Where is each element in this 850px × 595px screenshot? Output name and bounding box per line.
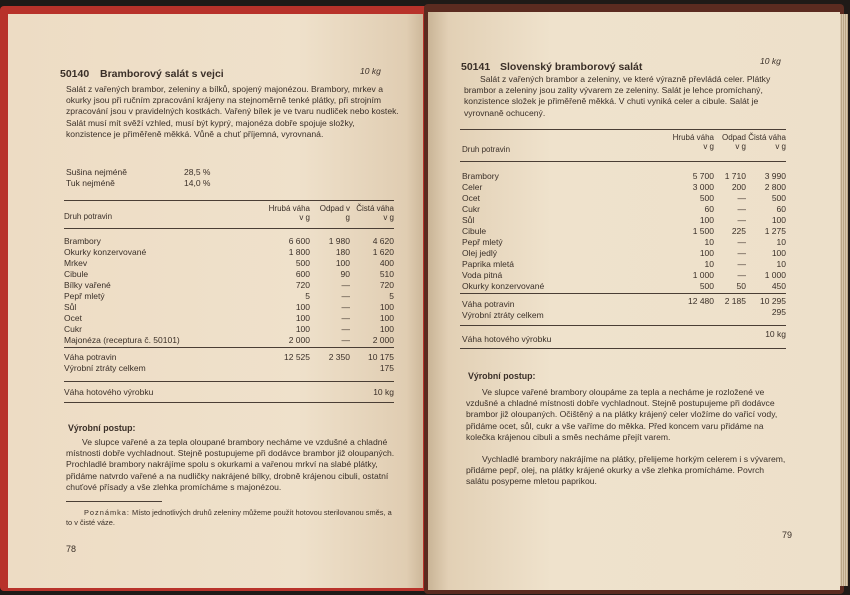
ingredient-waste: — xyxy=(341,291,350,301)
ingredient-waste: 180 xyxy=(335,247,350,257)
final-label: Váha hotového výrobku xyxy=(64,387,154,397)
ingredient-net: 100 xyxy=(771,248,786,258)
ingredient-name: Cibule xyxy=(462,226,487,236)
total-gross: 12 480 xyxy=(688,296,714,306)
recipe-number: 50141 xyxy=(461,61,491,73)
final-net: 10 kg xyxy=(765,329,786,339)
spec-value: 14,0 % xyxy=(184,178,211,188)
ingredient-net: 5 xyxy=(389,291,394,301)
total-net: 10 175 xyxy=(368,352,394,362)
left-page xyxy=(8,14,423,588)
ingredient-waste: 50 xyxy=(736,281,746,291)
table-rule xyxy=(64,228,394,229)
ingredient-gross: 720 xyxy=(295,280,310,290)
ingredient-net: 10 xyxy=(776,259,786,269)
procedure-title: Výrobní postup: xyxy=(468,371,536,381)
ingredient-name: Olej jedlý xyxy=(462,248,497,258)
ingredient-net: 4 620 xyxy=(372,236,394,246)
total-net: 10 295 xyxy=(760,296,786,306)
col-header-net: Čistá váha v g xyxy=(748,133,786,151)
table-rule xyxy=(460,129,786,130)
col-header-gross: Hrubá váha v g xyxy=(672,133,714,151)
ingredient-gross: 100 xyxy=(295,324,310,334)
ingredient-waste: — xyxy=(737,259,746,269)
recipe-quantity: 10 kg xyxy=(360,66,381,76)
total-label: Váha potravin xyxy=(64,352,117,362)
loss-net: 295 xyxy=(771,307,786,317)
page-number: 78 xyxy=(66,544,77,554)
table-rule xyxy=(64,381,394,382)
ingredient-name: Celer xyxy=(462,182,483,192)
ingredient-waste: 90 xyxy=(340,269,350,279)
ingredient-gross: 1 800 xyxy=(288,247,310,257)
ingredient-net: 1 620 xyxy=(372,247,394,257)
ingredient-net: 100 xyxy=(379,324,394,334)
ingredient-gross: 60 xyxy=(704,204,714,214)
ingredient-gross: 1 500 xyxy=(692,226,714,236)
ingredient-net: 500 xyxy=(771,193,786,203)
ingredient-gross: 500 xyxy=(699,193,714,203)
ingredient-net: 2 800 xyxy=(764,182,786,192)
ingredient-gross: 100 xyxy=(295,313,310,323)
ingredient-net: 1 275 xyxy=(764,226,786,236)
ingredient-gross: 2 000 xyxy=(288,335,310,345)
spec-label: Sušina nejméně xyxy=(66,167,127,177)
ingredient-waste: 100 xyxy=(335,258,350,268)
col-header-waste: Odpad v g xyxy=(721,133,746,151)
final-net: 10 kg xyxy=(373,387,394,397)
ingredient-waste: 200 xyxy=(731,182,746,192)
ingredient-net: 1 000 xyxy=(764,270,786,280)
note-text: Místo jednotlivých druhů zeleniny můžeme použít hotovou sterilovanou směs, a to v čisté váze. xyxy=(66,508,392,527)
ingredient-net: 60 xyxy=(776,204,786,214)
ingredient-waste: — xyxy=(737,248,746,258)
ingredient-gross: 10 xyxy=(704,237,714,247)
ingredient-name: Bílky vařené xyxy=(64,280,111,290)
loss-label: Výrobní ztráty celkem xyxy=(462,310,544,320)
ingredient-waste: — xyxy=(737,237,746,247)
ingredient-waste: — xyxy=(737,193,746,203)
ingredient-name: Brambory xyxy=(64,236,101,246)
ingredient-net: 450 xyxy=(771,281,786,291)
ingredient-net: 10 xyxy=(776,237,786,247)
procedure-title: Výrobní postup: xyxy=(68,423,136,433)
ingredient-name: Voda pitná xyxy=(462,270,503,280)
ingredient-net: 720 xyxy=(379,280,394,290)
ingredient-name: Pepř mletý xyxy=(64,291,105,301)
ingredient-name: Sůl xyxy=(64,302,77,312)
ingredient-name: Cukr xyxy=(64,324,82,334)
ingredient-gross: 100 xyxy=(699,248,714,258)
ingredient-gross: 100 xyxy=(295,302,310,312)
spec-label: Tuk nejméně xyxy=(66,178,115,188)
procedure-text: Ve slupce vařené brambory oloupáme za tepla a necháme je rozložené ve vzdušné a chladné místnosti dobře vychladnout. Stejně postupujeme při dodávce brambor již oloupaných. Očištěný a na plátky krájený celer vložíme do vařicí vody, přidáme ocet, sůl, cukr a vše vaříme do měkka. Před koncem varu přidáme na kolečka krájenou cibuli a směs necháme přejít varem. xyxy=(466,387,778,442)
procedure-text: Ve slupce vařené a za tepla oloupané brambory necháme ve vzdušné a chladné místnosti dobře vychladnout. Stejně postupujeme při dodávce brambor již oloupaných. Prochladlé brambory nakrájíme spolu s okurkami a vařenou mrkví na slabé plátky, přidáme natvrdo vařené a na nudličky nakrájené bílky, drobně krájenou cibuli, ostatní chuťové přísady a vše zlehka promícháme s majonézou. xyxy=(66,437,395,492)
ingredient-name: Okurky konzervované xyxy=(462,281,545,291)
ingredient-net: 100 xyxy=(771,215,786,225)
ingredient-net: 100 xyxy=(379,313,394,323)
right-page xyxy=(428,12,840,590)
ingredient-net: 100 xyxy=(379,302,394,312)
ingredient-name: Ocet xyxy=(462,193,480,203)
note xyxy=(66,508,396,527)
procedure-text-2: Vychladlé brambory nakrájíme na plátky, přelijeme horkým celerem i s vývarem, přidáme pepř, olej, na plátky krájené okurky a vše zlehka promícháme. Povrch salátu posypeme mletou paprikou. xyxy=(466,454,786,487)
note-rule xyxy=(66,501,162,502)
ingredient-gross: 100 xyxy=(699,215,714,225)
page-block-edge xyxy=(840,14,848,586)
ingredient-waste: 225 xyxy=(731,226,746,236)
ingredient-gross: 5 xyxy=(305,291,310,301)
ingredient-net: 510 xyxy=(379,269,394,279)
col-header-gross: Hrubá váha v g xyxy=(268,204,310,222)
ingredient-name: Okurky konzervované xyxy=(64,247,147,257)
table-rule xyxy=(64,200,394,201)
table-rule xyxy=(460,325,786,326)
ingredient-gross: 500 xyxy=(295,258,310,268)
total-waste: 2 350 xyxy=(328,352,350,362)
table-rule xyxy=(460,161,786,162)
ingredient-net: 400 xyxy=(379,258,394,268)
ingredient-waste: — xyxy=(737,270,746,280)
total-gross: 12 525 xyxy=(284,352,310,362)
ingredient-net: 3 990 xyxy=(764,171,786,181)
col-header-name: Druh potravin xyxy=(64,212,113,221)
ingredient-waste: — xyxy=(341,280,350,290)
table-rule xyxy=(64,347,394,348)
loss-net: 175 xyxy=(379,363,394,373)
ingredient-gross: 10 xyxy=(704,259,714,269)
table-rule xyxy=(460,348,786,349)
ingredient-waste: — xyxy=(341,335,350,345)
ingredient-gross: 1 000 xyxy=(692,270,714,280)
ingredient-name: Mrkev xyxy=(64,258,88,268)
recipe-description: Salát z vařených brambor a zeleniny, ve které výrazně převládá celer. Plátky brambor a zeleniny jsou zality vývarem ze zeleniny. Salát je lehce promíchaný, konzistence složek je přiměřeně měkká. V chuti vyniká celer a cibule. Salát je vyrovnaně ochucený. xyxy=(464,74,771,118)
ingredient-waste: 1 710 xyxy=(724,171,746,181)
recipe-title: Bramborový salát s vejci xyxy=(100,68,224,80)
loss-label: Výrobní ztráty celkem xyxy=(64,363,146,373)
note-label: Poznámka: xyxy=(84,508,130,517)
ingredient-net: 2 000 xyxy=(372,335,394,345)
ingredient-name: Brambory xyxy=(462,171,499,181)
ingredient-waste: — xyxy=(341,324,350,334)
ingredient-gross: 6 600 xyxy=(288,236,310,246)
ingredient-waste: — xyxy=(737,215,746,225)
ingredient-name: Pepř mletý xyxy=(462,237,503,247)
ingredient-name: Ocet xyxy=(64,313,82,323)
ingredient-name: Paprika mletá xyxy=(462,259,514,269)
recipe-quantity: 10 kg xyxy=(760,56,781,66)
ingredient-name: Majonéza (receptura č. 50101) xyxy=(64,335,180,345)
col-header-name: Druh potravin xyxy=(462,145,511,154)
ingredient-name: Cukr xyxy=(462,204,480,214)
ingredient-waste: — xyxy=(341,302,350,312)
table-rule xyxy=(460,293,786,294)
ingredient-gross: 600 xyxy=(295,269,310,279)
final-label: Váha hotového výrobku xyxy=(462,334,552,344)
recipe-description: Salát z vařených brambor, zeleniny a bílků, spojený majonézou. Brambory, mrkev a okurky jsou při ručním zpracování krájeny na stejnoměrně tenké plátky, při strojním zpracování jsou v pravidelných kostkách. Vařený bílek je ve tvaru nudliček nebo kostek. Salát musí mít svěží vzhled, musí být kyprý, majonéza dobře spojuje složky, konzistence je přiměřeně měkká. Vůně a chuť příjemná, vyrovnaná. xyxy=(66,84,399,139)
total-waste: 2 185 xyxy=(724,296,746,306)
ingredient-waste: — xyxy=(341,313,350,323)
ingredient-name: Cibule xyxy=(64,269,89,279)
ingredient-waste: 1 980 xyxy=(328,236,350,246)
ingredient-name: Sůl xyxy=(462,215,475,225)
ingredient-gross: 3 000 xyxy=(692,182,714,192)
page-number: 79 xyxy=(782,530,793,540)
recipe-number: 50140 xyxy=(60,68,90,80)
ingredient-waste: — xyxy=(737,204,746,214)
table-rule xyxy=(64,402,394,403)
recipe-title: Slovenský bramborový salát xyxy=(500,61,643,73)
col-header-waste: Odpad v g xyxy=(319,204,350,222)
ingredient-gross: 500 xyxy=(699,281,714,291)
spec-value: 28,5 % xyxy=(184,167,211,177)
total-label: Váha potravin xyxy=(462,299,515,309)
col-header-net: Čistá váha v g xyxy=(356,204,394,222)
ingredient-gross: 5 700 xyxy=(692,171,714,181)
